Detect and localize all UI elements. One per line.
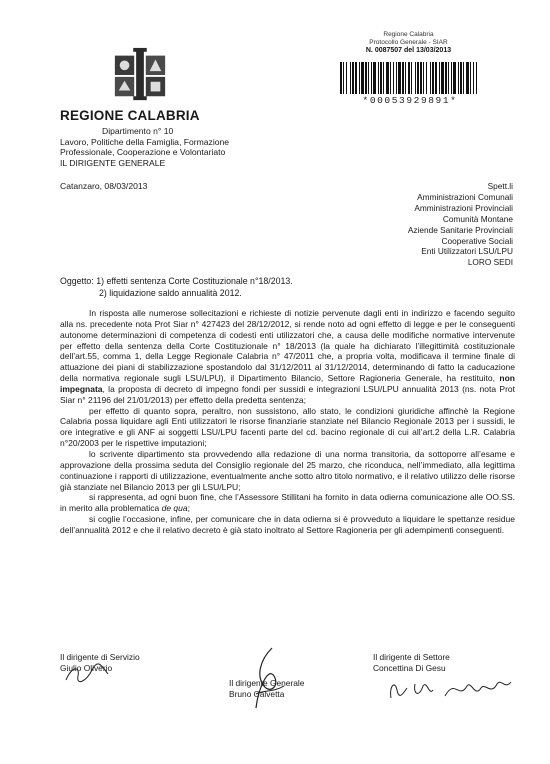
barcode-bar <box>359 62 360 94</box>
body-paragraph-3: lo scrivente dipartimento sta provvedendo alla redazione di una norma transitoria, da sottoporre all’esame e approvazione della prossima seduta del Consiglio regionale del 25 marzo, che riconduca, nell’immediato, alla legittima continuazione i rapporti di utilizzazione, eventualmente anche sotto altro titolo normativo, e il relativo utilizzo delle risorse già stanziate nel Bilancio 2013 per gli LSU/LPU; <box>60 448 515 492</box>
signature-title: Il dirigente di Settore <box>373 652 450 662</box>
body-paragraph-1 <box>60 308 515 406</box>
body-text: si rappresenta, ad ogni buon fine, che l’Assessore Stillitani ha fornito in data odierna comunicazione alle OO.SS. in merito alla problematica <box>60 492 515 514</box>
barcode-bar <box>466 62 469 94</box>
department-line-4: IL DIRIGENTE GENERALE <box>60 157 166 168</box>
letter-body <box>60 308 515 536</box>
barcode-bar <box>355 62 357 94</box>
barcode-bar <box>415 62 416 94</box>
signature-block-sector <box>373 652 450 674</box>
barcode-bar <box>350 62 351 94</box>
barcode-bar <box>445 62 447 94</box>
signature-name: Giulio Oliverio <box>60 663 113 673</box>
subject-block <box>60 276 293 299</box>
handwritten-signature-sector <box>385 676 515 706</box>
barcode-bar <box>423 62 424 94</box>
department-line-1: Dipartimento n° 10 <box>102 126 174 136</box>
barcode-bar <box>439 62 440 94</box>
barcode-bar <box>405 62 406 94</box>
signature-name: Concettina Di Gesu <box>373 663 446 673</box>
barcode-bar <box>420 62 422 94</box>
recipient-line: Amministrazioni Provinciali <box>414 202 513 213</box>
barcode-bar <box>378 62 379 94</box>
subject-line-1: Oggetto: 1) effetti sentenza Corte Costituzionale n°18/2013. <box>60 276 293 286</box>
barcode-bar <box>386 62 389 94</box>
barcode <box>340 62 480 94</box>
barcode-bar <box>393 62 394 94</box>
barcode-bar <box>368 62 369 94</box>
barcode-bar <box>390 62 391 94</box>
barcode-bar <box>383 62 384 94</box>
barcode-bar <box>476 62 477 94</box>
barcode-bar <box>402 62 404 94</box>
barcode-bar <box>460 62 462 94</box>
barcode-bar <box>346 62 347 94</box>
recipient-line: Comunità Montane <box>442 213 513 224</box>
protocol-number: N. 0087507 del 13/03/2013 <box>365 47 452 54</box>
body-paragraph-2: per effetto di quanto sopra, peraltro, non sussistono, allo stato, le condizioni giuridiche affinchè la Regione Calabria possa liquidare agli Enti utilizzatori le risorse finanziarie stanziate nel Bilancio Regionale 2013 per i sussidi, le ore integrative e gli ANF ai soggetti LSU/LPU facenti parte del cd. bacino regionale di cui all’art.2 della L.R. Calabria n°20/2003 per le rispettive imputazioni; <box>60 405 515 449</box>
barcode-bar <box>463 62 464 94</box>
handwritten-signature-general <box>250 646 290 712</box>
barcode-bar <box>352 62 354 94</box>
subject-line-2: 2) liquidazione saldo annualità 2012. <box>99 287 242 298</box>
body-paragraph-5: si coglie l’occasione, infine, per comunicare che in data odierna si è provveduto a liquidare le spettanze residue dell’annualità 2012 e che il relativo decreto è già stato inoltrato al Settore Ragioneria per gli adempimenti conseguenti. <box>60 514 515 535</box>
barcode-bar <box>361 62 364 94</box>
regional-emblem-icon <box>111 46 169 104</box>
barcode-bar <box>411 62 412 94</box>
barcode-bar <box>453 62 456 94</box>
barcode-bar <box>451 62 452 94</box>
handwritten-signature-service <box>62 662 112 686</box>
barcode-bar <box>343 62 344 94</box>
barcode-bar <box>448 62 449 94</box>
recipient-line: Cooperative Sociali <box>441 235 513 246</box>
body-text: ; <box>187 503 190 514</box>
barcode-bar <box>365 62 367 94</box>
barcode-bar <box>473 62 474 94</box>
recipients-block <box>330 181 513 268</box>
barcode-bar <box>396 62 397 94</box>
body-italic-text: de qua <box>161 503 188 514</box>
protocol-line-1: Regione Calabria <box>383 31 434 38</box>
barcode-bar <box>426 62 427 94</box>
organization-name: REGIONE CALABRIA <box>60 108 200 123</box>
barcode-bar <box>432 62 434 94</box>
barcode-bar <box>371 62 372 94</box>
barcode-bar <box>441 62 444 94</box>
barcode-bar <box>408 62 410 94</box>
department-line-2: Lavoro, Politiche della Famiglia, Formazione <box>60 136 230 147</box>
barcode-bar <box>430 62 431 94</box>
barcode-bar <box>417 62 419 94</box>
department-block <box>60 126 320 168</box>
body-bold-text: non impegnata <box>60 373 515 394</box>
recipient-line: Amministrazioni Comunali <box>417 191 513 202</box>
barcode-text: *00053929891* <box>362 95 458 106</box>
protocol-line-2: Protocollo Generale - SIAR <box>369 39 448 46</box>
recipient-line: Enti Utilizzatori LSU/LPU <box>421 246 513 257</box>
barcode-bar <box>373 62 376 94</box>
barcode-bar <box>340 62 342 94</box>
body-text: In risposta alle numerose sollecitazioni e richieste di notizie pervenute dagli enti in indirizzo e facendo seguito alla ns. precedente nota Prot Siar n° 427423 del 28/12/2012, si rende noto ad ogni effetto di legge e per le conseguenti autonome determinazioni di competenza di codesti enti utilizzatori che, a causa delle modifiche normative intervenute per effetto della sentenza della Corte Costituzionale n° 18/2013 (la quale ha dichiarato l’illegittimità costituzionale dell’art.55, comma 1, della Legge Regionale Calabria n° 47/2011 che, a propria volta, modificava il termine finale di attuazione dei piani di stabilizzazione spostandolo dal 31/12/2011 al 31/12/2014, determinando di fatto la caducazione della normativa regionale sugli LSU/LPU), il Dipartimento Bilancio, Settore Ragioneria Generale, ha restituito, <box>60 308 515 384</box>
barcode-bar <box>458 62 459 94</box>
protocol-stamp <box>336 31 481 55</box>
recipient-line: LORO SEDI <box>467 257 513 268</box>
letter-date: Catanzaro, 08/03/2013 <box>60 181 148 191</box>
signature-title: Il dirigente di Servizio <box>60 652 140 662</box>
recipient-line: Aziende Sanitarie Provinciali <box>407 224 513 235</box>
signature-title: Il dirigente Generale <box>229 678 305 688</box>
barcode-bar <box>398 62 401 94</box>
body-text: , la proposta di decreto di impegno fondi per sussidi e integrazioni LSU/LPU annualità 2013 (ns. nota Prot Siar n° 21196 del 21/01/2013) per effetto della predetta sentenza; <box>60 383 515 405</box>
recipient-line: Spett.li <box>487 181 513 191</box>
barcode-bar <box>380 62 382 94</box>
barcode-bar <box>470 62 471 94</box>
barcode-bar <box>435 62 437 94</box>
body-paragraph-4 <box>60 492 515 514</box>
signature-name: Bruno Calvetta <box>229 689 285 699</box>
department-line-3: Professionale, Cooperazione e Volontariato <box>60 147 226 158</box>
